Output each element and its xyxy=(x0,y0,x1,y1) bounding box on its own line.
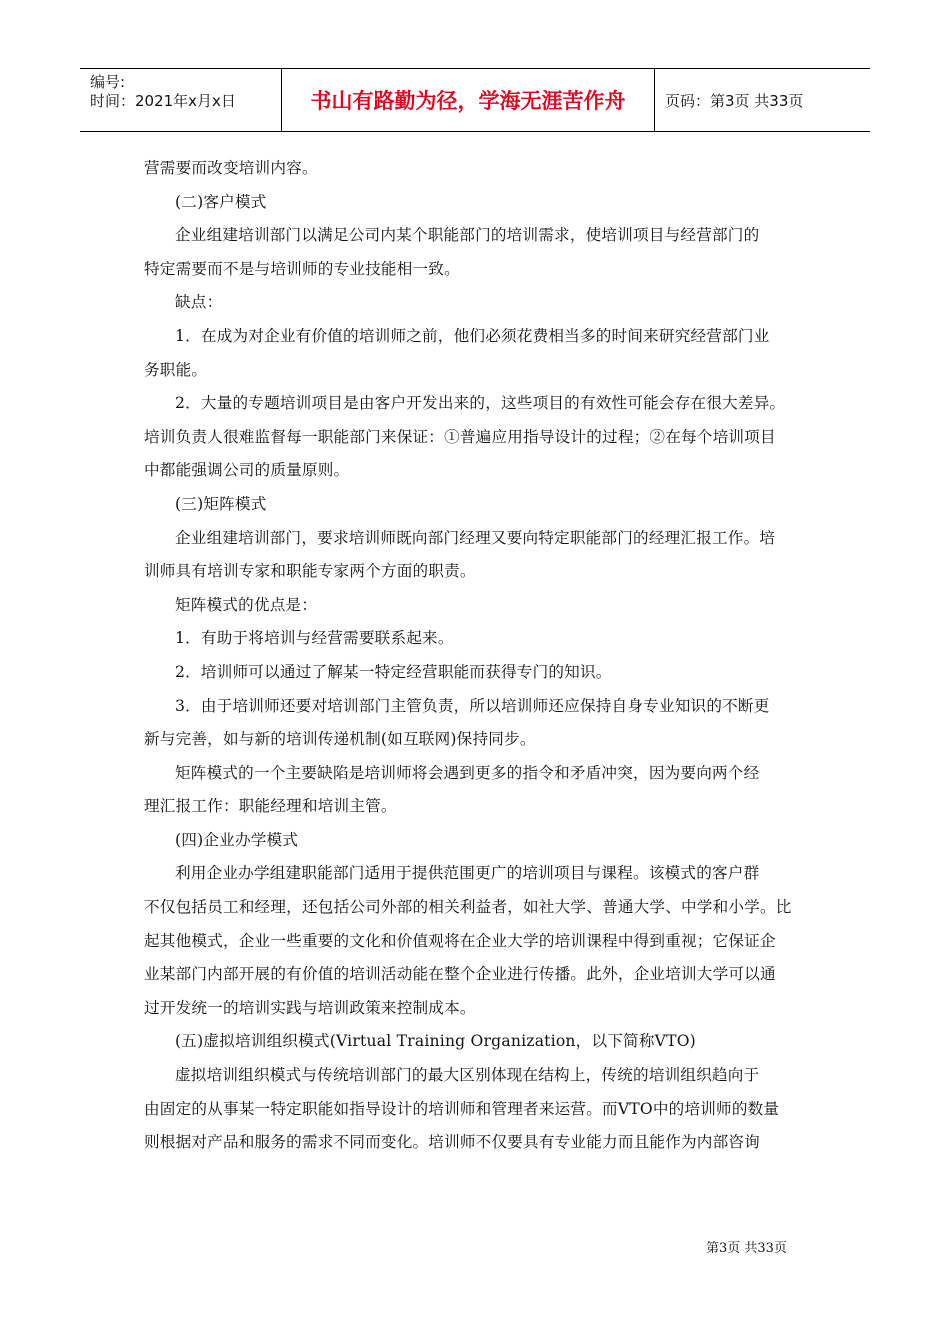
list-item: 3．由于培训师还要对培训部门主管负责，所以培训师还应保持自身专业知识的不断更 xyxy=(175,696,770,715)
paragraph-line: 营需要而改变培训内容。 xyxy=(144,159,318,177)
paragraph-line: 企业组建培训部门，要求培训师既向部门经理又要向特定职能部门的经理汇报工作。培 xyxy=(175,528,776,547)
section-heading: (五)虚拟培训组织模式(Virtual Training Organization，以下简称VTO) xyxy=(175,1032,696,1051)
list-item: 1．在成为对企业有价值的培训师之前，他们必须花费相当多的时间来研究经营部门业 xyxy=(175,326,770,345)
document-date: 时间：2021年x月x日 xyxy=(90,92,236,110)
paragraph-line: 业某部门内部开展的有价值的培训活动能在整个企业进行传播。此外，企业培训大学可以通 xyxy=(144,965,776,984)
paragraph-line: 利用企业办学组建职能部门适用于提供范围更广的培训项目与课程。该模式的客户群 xyxy=(175,864,760,883)
list-item: 2．大量的专题培训项目是由客户开发出来的，这些项目的有效性可能会存在很大差异。 xyxy=(175,394,786,413)
paragraph-line: 务职能。 xyxy=(144,360,208,379)
paragraph-line: 中都能强调公司的质量原则。 xyxy=(144,461,350,480)
list-item: 1．有助于将培训与经营需要联系起来。 xyxy=(175,629,454,648)
paragraph-line: 训师具有培训专家和职能专家两个方面的职责。 xyxy=(144,562,476,581)
paragraph-line: 过开发统一的培训实践与培训政策来控制成本。 xyxy=(144,998,476,1017)
paragraph-line: 特定需要而不是与培训师的专业技能相一致。 xyxy=(144,259,460,278)
paragraph-line: 理汇报工作：职能经理和培训主管。 xyxy=(144,797,397,816)
header-page-number: 页码：第3页 共33页 xyxy=(665,91,804,110)
paragraph-line: 不仅包括员工和经理，还包括公司外部的相关利益者，如社大学、普通大学、中学和小学。比 xyxy=(144,898,792,917)
paragraph-line: 新与完善，如与新的培训传递机制(如互联网)保持同步。 xyxy=(144,730,536,749)
document-body xyxy=(144,152,809,1160)
page-footer: 第3页 共33页 xyxy=(706,1241,787,1256)
header-meta-cell xyxy=(80,69,282,131)
section-heading: (二)客户模式 xyxy=(175,192,267,211)
paragraph-line: 由固定的从事某一特定职能如指导设计的培训师和管理者来运营。而VTO中的培训师的数量 xyxy=(144,1099,780,1118)
paragraph-line: 矩阵模式的优点是： xyxy=(175,595,318,614)
paragraph-line: 培训负责人很难监督每一职能部门来保证：①普遍应用指导设计的过程；②在每个培训项目 xyxy=(144,427,776,446)
paragraph-line: 起其他模式，企业一些重要的文化和价值观将在企业大学的培训课程中得到重视；它保证企 xyxy=(144,931,776,950)
section-heading: (四)企业办学模式 xyxy=(175,830,299,849)
paragraph-line: 则根据对产品和服务的需求不同而变化。培训师不仅要具有专业能力而且能作为内部咨询 xyxy=(144,1133,760,1152)
paragraph-line: 虚拟培训组织模式与传统培训部门的最大区别体现在结构上，传统的培训组织趋向于 xyxy=(175,1066,760,1085)
document-number: 编号: xyxy=(90,73,126,91)
header-motto: 书山有路勤为径，学海无涯苦作舟 xyxy=(282,69,655,131)
paragraph-line: 矩阵模式的一个主要缺陷是培训师将会遇到更多的指令和矛盾冲突，因为要向两个经 xyxy=(175,763,760,782)
list-item: 2．培训师可以通过了解某一特定经营职能而获得专门的知识。 xyxy=(175,662,612,681)
page-header xyxy=(80,68,870,132)
section-heading: (三)矩阵模式 xyxy=(175,494,267,513)
paragraph-line: 缺点： xyxy=(175,293,223,312)
paragraph-line: 企业组建培训部门以满足公司内某个职能部门的培训需求，使培训项目与经营部门的 xyxy=(175,226,760,245)
